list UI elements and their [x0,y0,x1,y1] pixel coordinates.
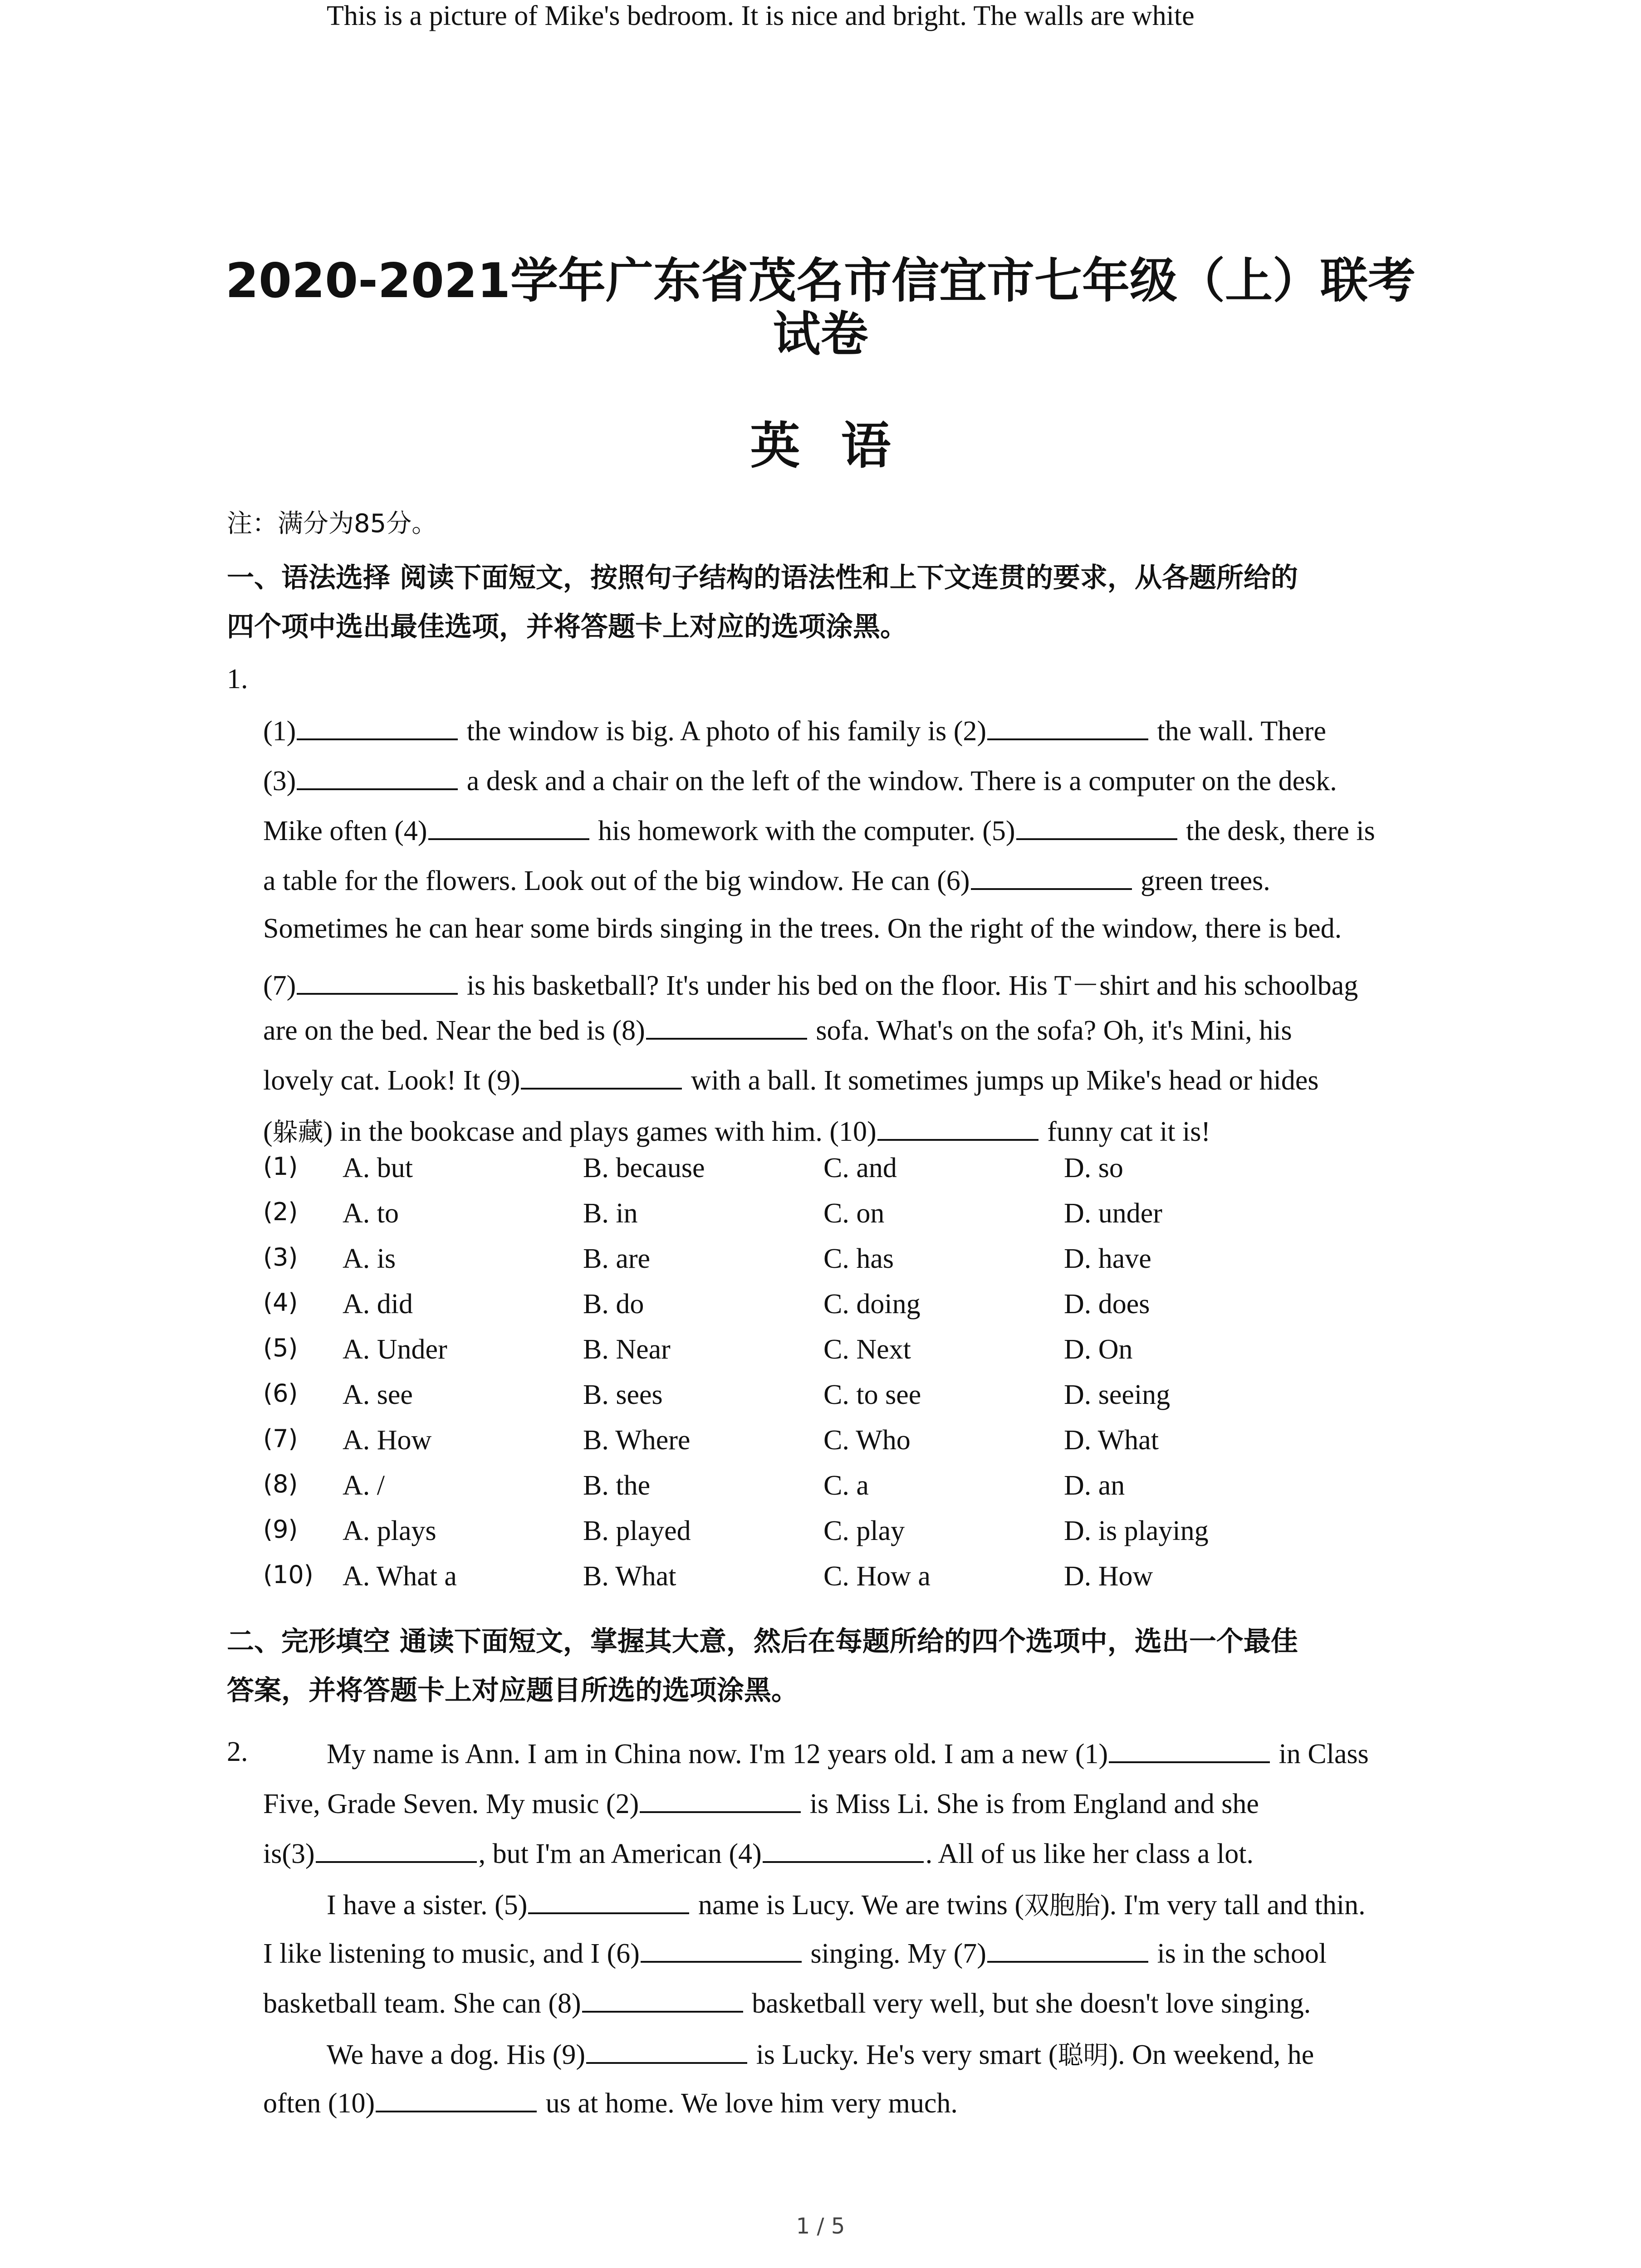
section1-heading-line2: 四个项中选出最佳选项，并将答题卡上对应的选项涂黑。 [227,611,907,643]
passage-text: ). On weekend, he [1108,2039,1314,2070]
option-b[interactable]: B. Near [583,1334,671,1365]
option-c[interactable]: C. to see [823,1379,921,1410]
passage-text: are on the bed. Near the bed is (8) [263,1015,645,1046]
passage-chinese-gloss: 双胞胎 [1024,1891,1101,1921]
passage-text: (1) [263,716,296,747]
passage-text: the desk, there is [1179,816,1375,846]
option-d[interactable]: D. an [1064,1470,1125,1501]
answer-blank [297,763,458,790]
passage-text: the window is big. A photo of his family is (2) [460,716,987,747]
option-b[interactable]: B. What [583,1561,676,1592]
option-b[interactable]: B. the [583,1470,651,1501]
option-b[interactable]: B. because [583,1153,705,1183]
exam-title-line2: 试卷 [773,307,868,362]
passage-text: ( [263,1116,273,1147]
passage-text: is in the school [1150,1938,1327,1969]
passage-text: funny cat it is! [1040,1116,1211,1147]
option-c[interactable]: C. Next [823,1334,911,1365]
option-a[interactable]: A. How [343,1425,432,1456]
option-row [263,1243,1261,1288]
option-c[interactable]: C. on [823,1198,885,1229]
passage-text: a desk and a chair on the left of the window. There is a computer on the desk. [460,766,1337,797]
option-row [263,1288,1261,1334]
option-row [263,1470,1261,1515]
passage-line [263,863,1270,897]
option-d[interactable]: D. so [1064,1153,1123,1183]
passage-text: with a ball. It sometimes jumps up Mike's head or hides [684,1065,1319,1096]
option-d[interactable]: D. What [1064,1425,1159,1456]
passage-text: is(3) [263,1838,315,1869]
page-number: 1 / 5 [796,2214,845,2239]
passage-text: ) in the bookcase and plays games with him. (10) [323,1116,877,1147]
passage-text: My name is Ann. I am in China now. I'm 12 years old. I am a new (1) [327,1739,1108,1769]
passage-text: Mike often (4) [263,816,427,846]
passage-line [327,1736,1369,1770]
passage-text: a table for the flowers. Look out of the big window. He can (6) [263,865,970,896]
option-d[interactable]: D. is playing [1064,1515,1209,1546]
passage-line [327,0,1195,32]
passage-line [263,2085,958,2120]
passage-text: ). I'm very tall and thin. [1100,1890,1366,1921]
answer-blank [1016,813,1177,840]
option-number: (1) [263,1152,298,1181]
passage-line [263,713,1326,748]
passage-line [263,1985,1311,2020]
passage-text: is his basketball? It's under his bed on the floor. His T－shirt and his schoolbag [460,970,1358,1001]
option-row [263,1152,1261,1198]
option-a[interactable]: A. / [343,1470,385,1501]
option-c[interactable]: C. How a [823,1561,931,1592]
option-d[interactable]: D. How [1064,1561,1153,1592]
section2-heading-line2: 答案，并将答题卡上对应题目所选的选项涂黑。 [227,1675,798,1706]
question-1-number: 1. [227,664,248,694]
passage-text: green trees. [1133,865,1270,896]
option-row [263,1515,1261,1560]
passage-text: lovely cat. Look! It (9) [263,1065,520,1096]
section2-heading [227,1617,1456,1715]
option-b[interactable]: B. in [583,1198,638,1229]
passage-line [263,763,1337,797]
section1-heading [227,553,1456,651]
answer-blank [428,813,589,840]
option-row [263,1379,1261,1424]
answer-blank [877,1114,1038,1141]
answer-blank [316,1836,477,1863]
option-number: (5) [263,1334,298,1362]
option-a[interactable]: A. Under [343,1334,447,1365]
answer-blank [763,1836,924,1863]
passage-text: (3) [263,766,296,797]
exam-title-line1: 2020-2021学年广东省茂名市信宜市七年级（上）联考 [225,253,1416,308]
passage-text: sofa. What's on the sofa? Oh, it's Mini, his [808,1015,1292,1046]
passage-line [327,2035,1314,2072]
passage-line [263,963,1358,1003]
option-d[interactable]: D. under [1064,1198,1162,1229]
option-d[interactable]: D. does [1064,1289,1150,1320]
passage-text: us at home. We love him very much. [539,2088,958,2119]
option-b[interactable]: B. sees [583,1379,663,1410]
passage-line [263,1786,1259,1820]
passage-line [327,1886,1366,1922]
option-number: (3) [263,1243,298,1271]
option-number: (6) [263,1379,298,1408]
option-a[interactable]: A. but [343,1153,413,1183]
option-number: (4) [263,1288,298,1317]
passage-text: in Class [1272,1739,1369,1769]
passage-text: I have a sister. (5) [327,1890,528,1921]
option-row [263,1198,1261,1243]
passage-chinese-gloss: 聪明 [1058,2041,1109,2070]
passage-line [263,813,1375,847]
answer-blank [586,2037,747,2064]
passage-text: basketball team. She can (8) [263,1988,581,2019]
answer-blank [1109,1736,1270,1763]
option-b[interactable]: B. Where [583,1425,691,1456]
answer-blank [641,1936,802,1963]
option-row [263,1334,1261,1379]
option-c[interactable]: C. Who [823,1425,911,1456]
answer-blank [971,863,1132,890]
answer-blank [646,1012,807,1040]
answer-blank [987,713,1148,740]
option-c[interactable]: C. has [823,1243,894,1274]
option-d[interactable]: D. have [1064,1243,1151,1274]
option-a[interactable]: A. is [343,1243,396,1274]
subject-title: 英语 [750,417,932,475]
answer-blank [582,1985,743,2013]
answer-blank [528,1887,689,1914]
passage-text: Sometimes he can hear some birds singing in the trees. On the right of the window, there is bed. [263,913,1342,944]
passage-text: is Lucky. He's very smart ( [749,2039,1058,2070]
option-row [263,1424,1261,1470]
option-a[interactable]: A. did [343,1289,413,1320]
passage-text: often (10) [263,2088,375,2119]
section1-heading-line1: 一、语法选择 阅读下面短文，按照句子结构的语法性和上下文连贯的要求，从各题所给的 [227,562,1298,594]
answer-blank [521,1062,682,1090]
option-b[interactable]: B. played [583,1515,691,1546]
answer-blank [297,968,458,995]
option-number: (2) [263,1198,298,1226]
passage-text: is Miss Li. She is from England and she [803,1789,1259,1819]
passage-text: singing. My (7) [803,1938,986,1969]
answer-blank [376,2085,537,2112]
passage-text: basketball very well, but she doesn't love singing. [745,1988,1311,2019]
option-number: (10) [263,1560,314,1589]
option-b[interactable]: B. do [583,1289,644,1320]
passage-text: , but I'm an American (4) [478,1838,762,1869]
passage-chinese-gloss: 躲藏 [272,1118,323,1147]
passage-text: the wall. There [1150,716,1326,747]
option-row [263,1560,1261,1606]
option-a[interactable]: A. What a [343,1561,457,1592]
passage-text: (7) [263,970,296,1001]
answer-blank [987,1936,1148,1963]
option-a[interactable]: A. to [343,1198,399,1229]
option-c[interactable]: C. doing [823,1289,921,1320]
passage-line [263,1012,1292,1047]
option-a[interactable]: A. see [343,1379,413,1410]
passage-line [263,1112,1210,1149]
option-a[interactable]: A. plays [343,1515,436,1546]
answer-blank [297,713,458,740]
option-d[interactable]: D. seeing [1064,1379,1171,1410]
score-note: 注：满分为85分。 [227,509,437,538]
answer-blank [640,1786,801,1813]
passage-line [263,913,1342,945]
passage-text: We have a dog. His (9) [327,2039,586,2070]
section2-heading-line1: 二、完形填空 通读下面短文，掌握其大意，然后在每题所给的四个选项中，选出一个最佳 [227,1626,1298,1657]
option-d[interactable]: D. On [1064,1334,1133,1365]
passage-text: I like listening to music, and I (6) [263,1938,640,1969]
passage-text: Five, Grade Seven. My music (2) [263,1789,639,1819]
passage-line [263,1062,1319,1097]
passage-text: . All of us like her class a lot. [925,1838,1254,1869]
question-2-number: 2. [227,1736,248,1767]
passage-text: This is a picture of Mike's bedroom. It is nice and bright. The walls are white [327,0,1195,31]
passage-text: name is Lucy. We are twins ( [691,1890,1024,1921]
passage-line [263,1836,1254,1870]
option-number: (9) [263,1515,298,1544]
option-c[interactable]: C. a [823,1470,869,1501]
passage-text: his homework with the computer. (5) [591,816,1015,846]
option-b[interactable]: B. are [583,1243,651,1274]
option-c[interactable]: C. play [823,1515,905,1546]
option-number: (7) [263,1424,298,1453]
passage-line [263,1936,1327,1970]
option-number: (8) [263,1470,298,1498]
option-c[interactable]: C. and [823,1153,897,1183]
